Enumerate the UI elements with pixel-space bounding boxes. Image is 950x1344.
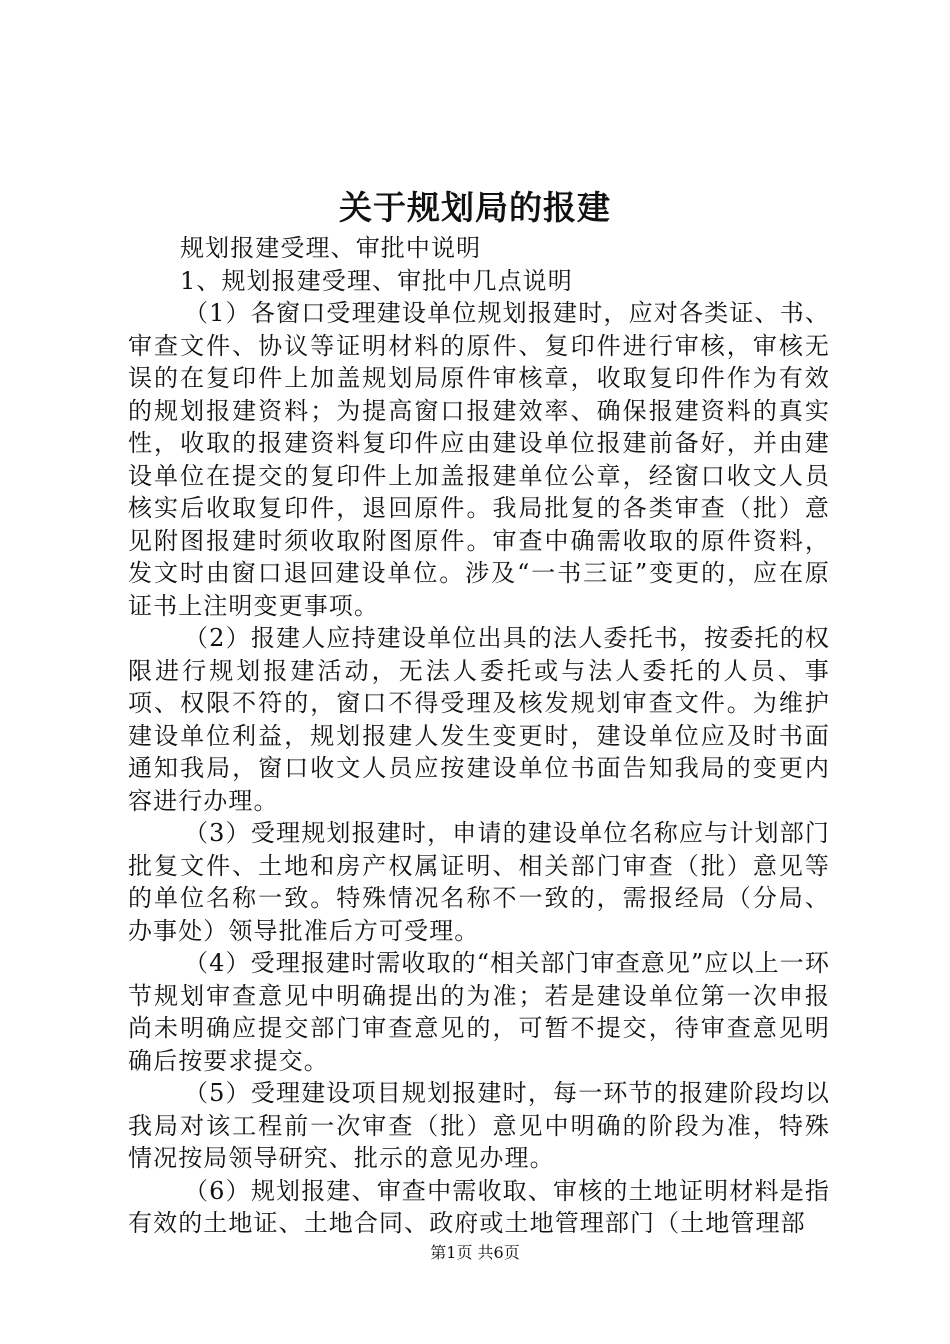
paragraph-6: （6）规划报建、审查中需收取、审核的土地证明材料是指有效的土地证、土地合同、政府或土地管理部门（土地管理部 <box>128 1176 830 1237</box>
subsection-heading: 1、规划报建受理、审批中几点说明 <box>180 266 573 295</box>
paragraph-3: （3）受理规划报建时，申请的建设单位名称应与计划部门批复文件、土地和房产权属证明、相关部门审查（批）意见等的单位名称一致。特殊情况名称不一致的，需报经局（分局、办事处）领导批准后方可受理。 <box>128 819 830 945</box>
page-footer: 第1页 共6页 <box>430 1243 520 1262</box>
section-heading: 规划报建受理、审批中说明 <box>180 234 482 262</box>
document-body <box>128 232 830 1240</box>
paragraph-1: （1）各窗口受理建设单位规划报建时，应对各类证、书、审查文件、协议等证明材料的原件、复印件进行审核，审核无误的在复印件上加盖规划局原件审核章，收取复印件作为有效的规划报建资料；为提高窗口报建效率、确保报建资料的真实性，收取的报建资料复印件应由建设单位报建前备好，并由建设单位在提交的复印件上加盖报建单位公章，经窗口收文人员核实后收取复印件，退回原件。我局批复的各类审查（批）意见附图报建时须收取附图原件。审查中确需收取的原件资料，发文时由窗口退回建设单位。涉及“一书三证”变更的，应在原证书上注明变更事项。 <box>128 299 830 620</box>
document-title: 关于规划局的报建 <box>339 188 611 227</box>
paragraph-2: （2）报建人应持建设单位出具的法人委托书，按委托的权限进行规划报建活动，无法人委托或与法人委托的人员、事项、权限不符的，窗口不得受理及核发规划审查文件。为维护建设单位利益，规划报建人发生变更时，建设单位应及时书面通知我局，窗口收文人员应按建设单位书面告知我局的变更内容进行办理。 <box>128 624 830 815</box>
paragraph-4: （4）受理报建时需收取的“相关部门审查意见”应以上一环节规划审查意见中明确提出的为准；若是建设单位第一次申报尚未明确应提交部门审查意见的，可暂不提交，待审查意见明确后按要求提交。 <box>128 949 830 1075</box>
paragraph-5: （5）受理建设项目规划报建时，每一环节的报建阶段均以我局对该工程前一次审查（批）意见中明确的阶段为准，特殊情况按局领导研究、批示的意见办理。 <box>128 1079 830 1172</box>
